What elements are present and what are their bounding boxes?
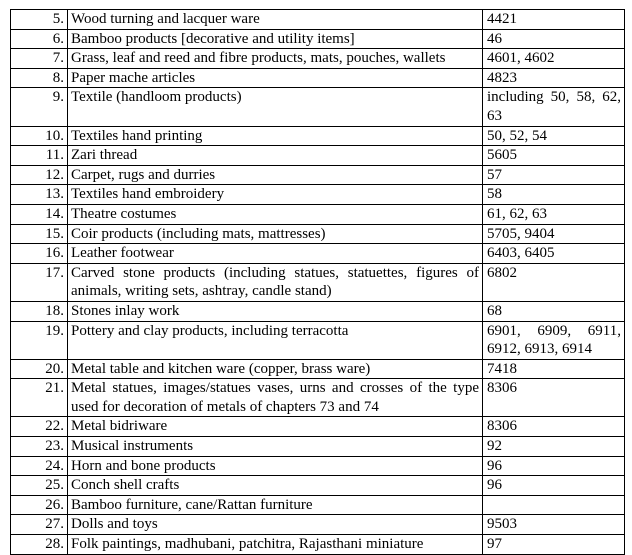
handicraft-codes-table — [10, 9, 625, 555]
product-description: Bamboo furniture, cane/Rattan furniture — [68, 495, 483, 515]
row-number: 20. — [11, 359, 68, 379]
hs-codes: 68 — [483, 301, 625, 321]
table-row — [11, 379, 625, 417]
table-row — [11, 165, 625, 185]
row-number: 21. — [11, 379, 68, 417]
hs-codes: 4601, 4602 — [483, 49, 625, 69]
table-row — [11, 495, 625, 515]
product-description: Paper mache articles — [68, 68, 483, 88]
table-row — [11, 126, 625, 146]
hs-codes: 6901, 6909, 6911, 6912, 6913, 6914 — [483, 321, 625, 359]
product-description: Textiles hand embroidery — [68, 185, 483, 205]
product-description: Bamboo products [decorative and utility items] — [68, 29, 483, 49]
row-number: 15. — [11, 224, 68, 244]
row-number: 11. — [11, 146, 68, 166]
row-number: 7. — [11, 49, 68, 69]
row-number: 5. — [11, 10, 68, 30]
table-row — [11, 301, 625, 321]
hs-codes: 6802 — [483, 263, 625, 301]
hs-codes: 96 — [483, 456, 625, 476]
hs-codes: 57 — [483, 165, 625, 185]
row-number: 27. — [11, 515, 68, 535]
hs-codes: 5605 — [483, 146, 625, 166]
product-description: Horn and bone products — [68, 456, 483, 476]
row-number: 16. — [11, 244, 68, 264]
table-row — [11, 68, 625, 88]
hs-codes: including 50, 58, 62, 63 — [483, 88, 625, 126]
product-description: Musical instruments — [68, 437, 483, 457]
product-description: Leather footwear — [68, 244, 483, 264]
hs-codes — [483, 495, 625, 515]
table-row — [11, 321, 625, 359]
hs-codes: 96 — [483, 476, 625, 496]
table-row — [11, 515, 625, 535]
row-number: 12. — [11, 165, 68, 185]
table-row — [11, 437, 625, 457]
hs-codes: 6403, 6405 — [483, 244, 625, 264]
hs-codes: 5705, 9404 — [483, 224, 625, 244]
table-row — [11, 417, 625, 437]
row-number: 24. — [11, 456, 68, 476]
product-description: Textiles hand printing — [68, 126, 483, 146]
hs-codes: 92 — [483, 437, 625, 457]
product-description: Conch shell crafts — [68, 476, 483, 496]
row-number: 6. — [11, 29, 68, 49]
row-number: 13. — [11, 185, 68, 205]
row-number: 19. — [11, 321, 68, 359]
product-description: Coir products (including mats, mattresses) — [68, 224, 483, 244]
hs-codes: 9503 — [483, 515, 625, 535]
hs-codes: 97 — [483, 535, 625, 555]
product-description: Theatre costumes — [68, 204, 483, 224]
table-row — [11, 49, 625, 69]
row-number: 22. — [11, 417, 68, 437]
hs-codes: 50, 52, 54 — [483, 126, 625, 146]
row-number: 17. — [11, 263, 68, 301]
row-number: 23. — [11, 437, 68, 457]
row-number: 8. — [11, 68, 68, 88]
hs-codes: 58 — [483, 185, 625, 205]
table-row — [11, 456, 625, 476]
row-number: 9. — [11, 88, 68, 126]
product-description: Metal statues, images/statues vases, urns and crosses of the type used for decoration of metals of chapters 73 and 74 — [68, 379, 483, 417]
table-body — [11, 10, 625, 555]
row-number: 26. — [11, 495, 68, 515]
table-row — [11, 88, 625, 126]
table-row — [11, 476, 625, 496]
hs-codes: 46 — [483, 29, 625, 49]
table-row — [11, 359, 625, 379]
product-description: Metal table and kitchen ware (copper, brass ware) — [68, 359, 483, 379]
table-row — [11, 29, 625, 49]
hs-codes: 61, 62, 63 — [483, 204, 625, 224]
product-description: Grass, leaf and reed and fibre products, mats, pouches, wallets — [68, 49, 483, 69]
table-row — [11, 263, 625, 301]
row-number: 10. — [11, 126, 68, 146]
product-description: Wood turning and lacquer ware — [68, 10, 483, 30]
table-row — [11, 146, 625, 166]
table-row — [11, 204, 625, 224]
hs-codes: 4823 — [483, 68, 625, 88]
table-row — [11, 10, 625, 30]
hs-codes: 4421 — [483, 10, 625, 30]
hs-codes: 8306 — [483, 417, 625, 437]
product-description: Metal bidriware — [68, 417, 483, 437]
product-description: Textile (handloom products) — [68, 88, 483, 126]
product-description: Carved stone products (including statues, statuettes, figures of animals, writing sets, ashtray, candle stand) — [68, 263, 483, 301]
row-number: 25. — [11, 476, 68, 496]
table-row — [11, 224, 625, 244]
product-description: Pottery and clay products, including terracotta — [68, 321, 483, 359]
row-number: 14. — [11, 204, 68, 224]
row-number: 28. — [11, 535, 68, 555]
table-row — [11, 244, 625, 264]
product-description: Stones inlay work — [68, 301, 483, 321]
product-description: Zari thread — [68, 146, 483, 166]
product-description: Folk paintings, madhubani, patchitra, Rajasthani miniature — [68, 535, 483, 555]
hs-codes: 8306 — [483, 379, 625, 417]
row-number: 18. — [11, 301, 68, 321]
table-row — [11, 535, 625, 555]
hs-codes: 7418 — [483, 359, 625, 379]
table-row — [11, 185, 625, 205]
product-description: Carpet, rugs and durries — [68, 165, 483, 185]
product-description: Dolls and toys — [68, 515, 483, 535]
